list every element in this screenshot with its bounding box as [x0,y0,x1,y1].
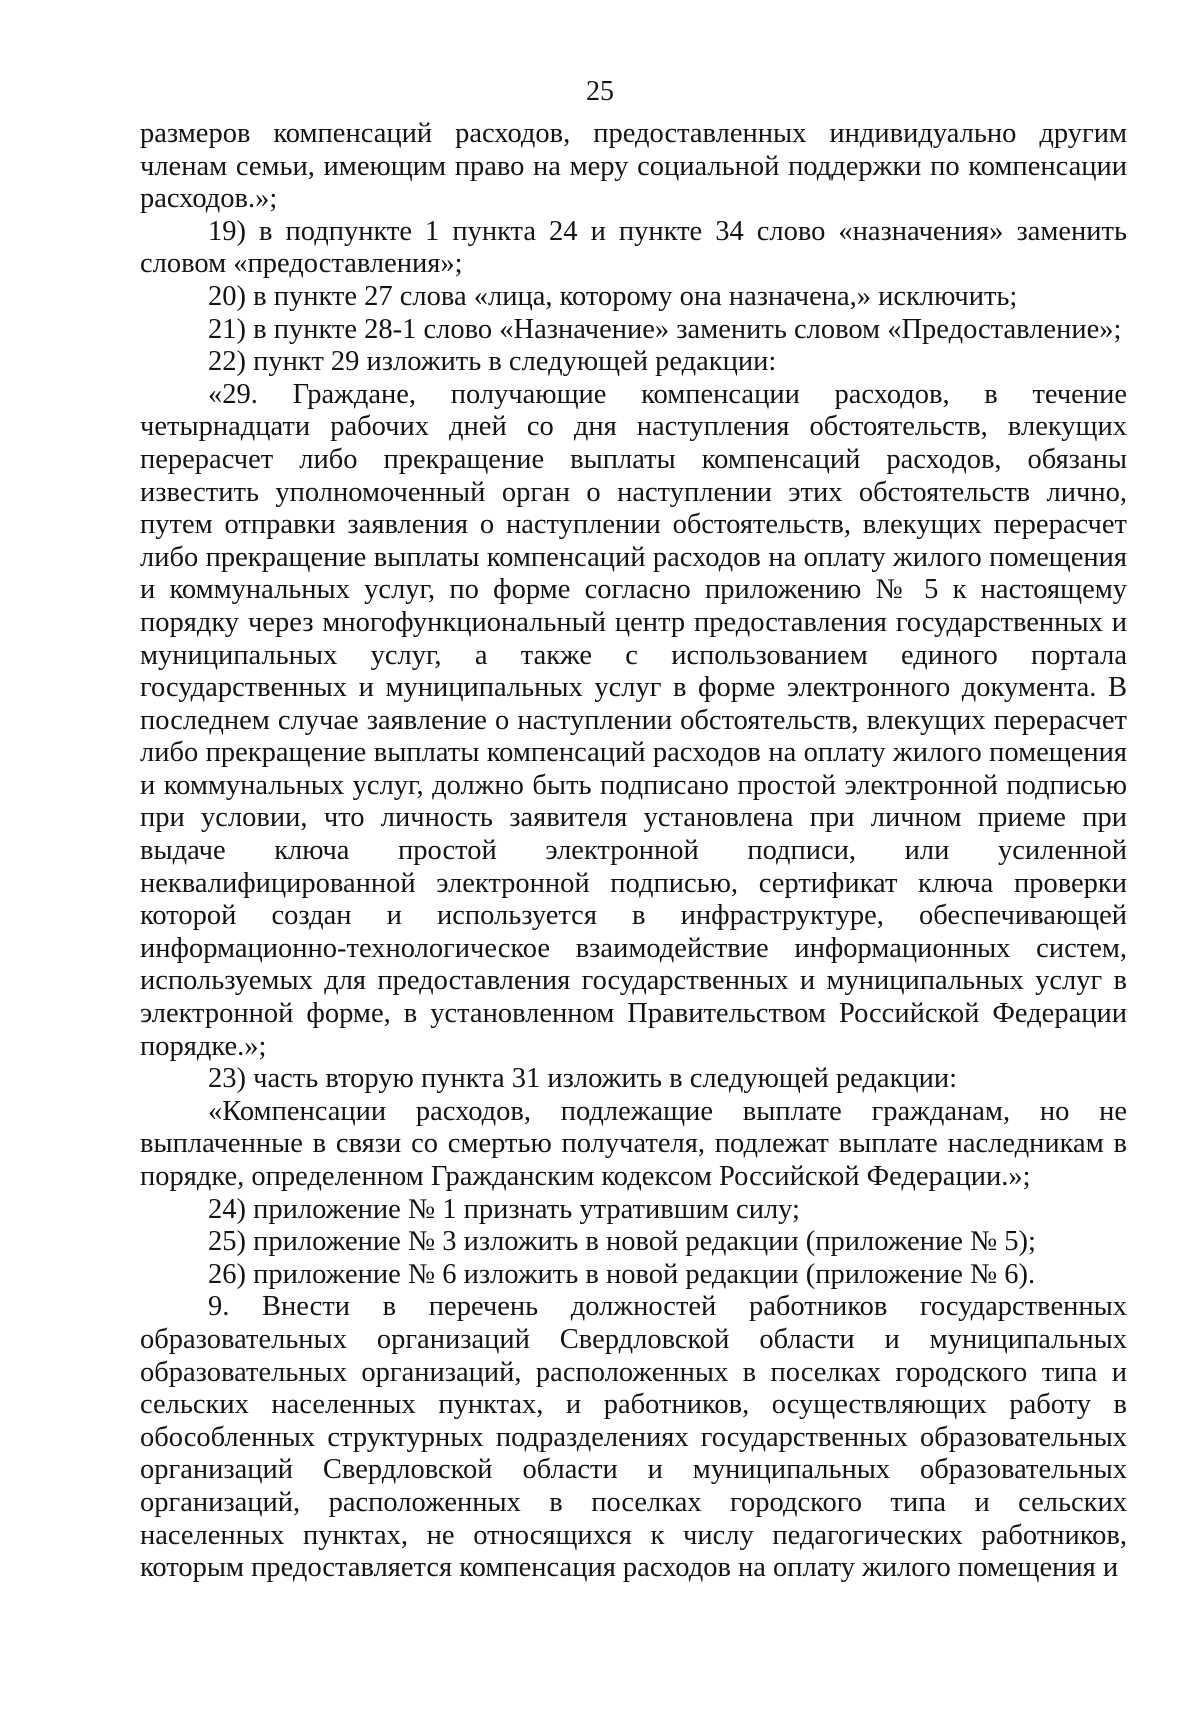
document-body [140,118,1127,1585]
paragraph: 24) приложение № 1 признать утратившим силу; [208,1193,800,1225]
paragraph: 26) приложение № 6 изложить в новой редакции (приложение № 6). [208,1258,1036,1290]
paragraph: 19) в подпункте 1 пункта 24 и пункте 34 слово «назначения» заменить словом «предоставления»; [140,215,1127,280]
paragraph: 23) часть вторую пункта 31 изложить в следующей редакции: [208,1063,958,1095]
paragraph: 20) в пункте 27 слова «лица, которому она назначена,» исключить; [208,280,1018,312]
paragraph: размеров компенсаций расходов, предоставленных индивидуально другим членам семьи, имеющим право на меру социальной поддержки по компенсации расходов.»; [140,118,1127,215]
paragraph: 21) в пункте 28-1 слово «Назначение» заменить словом «Предоставление»; [208,313,1122,345]
page-number: 25 [586,76,614,107]
paragraph: 9. Внести в перечень должностей работников государственных образовательных организаций Свердловской области и муниципальных образовательных организаций, расположенных в поселках городского типа и сельских населенных пунктах, и работников, осуществляющих работу в обособленных структурных подразделениях государственных образовательных организаций Свердловской области и муниципальных образовательных организаций, расположенных в поселках городского типа и сельских населенных пунктах, не относящихся к числу педагогических работников, которым предоставляется компенсация расходов на оплату жилого помещения и [140,1291,1127,1584]
paragraph: 25) приложение № 3 изложить в новой редакции (приложение № 5); [208,1226,1036,1258]
paragraph: «29. Граждане, получающие компенсации расходов, в течение четырнадцати рабочих дней со дня наступления обстоятельств, влекущих перерасчет либо прекращение выплаты компенсаций расходов, обязаны известить уполномоченный орган о наступлении этих обстоятельств лично, путем отправки заявления о наступлении обстоятельств, влекущих перерасчет либо прекращение выплаты компенсаций расходов на оплату жилого помещения и коммунальных услуг, по форме согласно приложению № 5 к настоящему порядку через многофункциональный центр предоставления государственных и муниципальных услуг, а также с использованием единого портала государственных и муниципальных услуг в форме электронного документа. В последнем случае заявление о наступлении обстоятельств, влекущих перерасчет либо прекращение выплаты компенсаций расходов на оплату жилого помещения и коммунальных услуг, должно быть подписано простой электронной подписью при условии, что личность заявителя установлена при личном приеме при выдаче ключа простой электронной подписи, или усиленной неквалифицированной электронной подписью, сертификат ключа проверки которой создан и используется в инфраструктуре, обеспечивающей информационно-технологическое взаимодействие информационных систем, используемых для предоставления государственных и муниципальных услуг в электронной форме, в установленном Правительством Российской Федерации порядке.»; [140,378,1127,1062]
paragraph: «Компенсации расходов, подлежащие выплате гражданам, но не выплаченные в связи со смертью получателя, подлежат выплате наследникам в порядке, определенном Гражданским кодексом Российской Федерации.»; [140,1095,1127,1192]
paragraph: 22) пункт 29 изложить в следующей редакции: [208,346,777,378]
